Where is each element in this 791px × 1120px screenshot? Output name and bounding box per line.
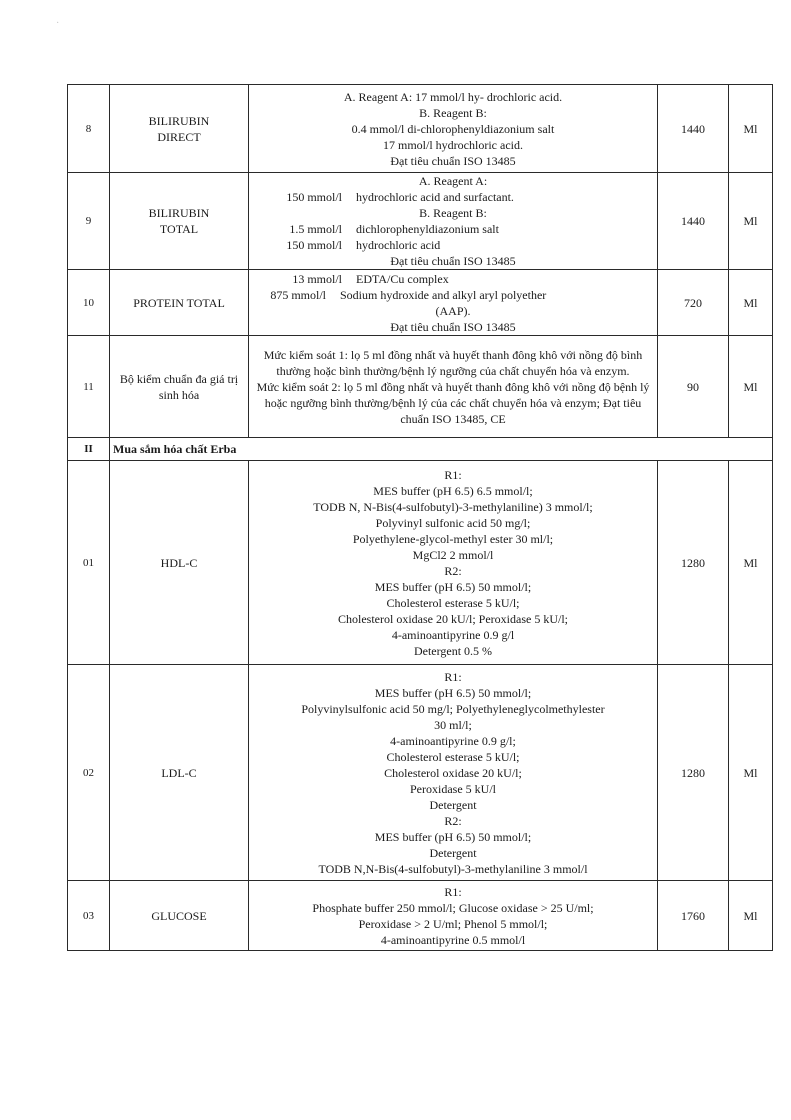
quantity: 1280 [658, 665, 729, 881]
table-row [68, 461, 773, 665]
unit: Ml [729, 336, 773, 438]
specification: R1: MES buffer (pH 6.5) 50 mmol/l; Polyvinylsulfonic acid 50 mg/l; Polyethyleneglycolmethylester 30 ml/l; 4-aminoantipyrine 0.9 g/l; Cholesterol esterase 5 kU/l; Cholesterol oxidase 20 kU/l; Peroxidase 5 kU/l Detergent R2: MES buffer (pH 6.5) 50 mmol/l; Detergent TODB N,N-Bis(4-sulfobutyl)-3-methylaniline 3 mmol/l [249, 665, 658, 881]
table-row [68, 173, 773, 270]
unit: Ml [729, 173, 773, 270]
section-number: II [68, 438, 110, 461]
table-row [68, 665, 773, 881]
quantity: 1280 [658, 461, 729, 665]
product-name: HDL-C [110, 461, 249, 665]
unit: Ml [729, 665, 773, 881]
row-number: 01 [68, 461, 110, 665]
specification: Mức kiểm soát 1: lọ 5 ml đồng nhất và huyết thanh đông khô với nồng độ bình thường hoặc bình thường/bệnh lý ngưỡng của chất chuyển hóa và enzym. Mức kiểm soát 2: lọ 5 ml đồng nhất và huyết thanh đông khô với nồng độ bệnh lý hoặc ngưỡng bình thường/bệnh lý của các chất chuyển hóa và enzym; Đạt tiêu chuẩn ISO 13485, CE [249, 336, 658, 438]
row-number: 02 [68, 665, 110, 881]
unit: Ml [729, 461, 773, 665]
table-row [68, 336, 773, 438]
specification: A. Reagent A: 17 mmol/l hy- drochloric acid. B. Reagent B: 0.4 mmol/l di-chlorophenyldiazonium salt 17 mmol/l hydrochloric acid. Đạt tiêu chuẩn ISO 13485 [249, 85, 658, 173]
quantity: 1760 [658, 881, 729, 951]
scan-speck: · [56, 18, 60, 29]
product-name: BILIRUBIN DIRECT [110, 85, 249, 173]
product-name: PROTEIN TOTAL [110, 270, 249, 336]
quantity: 720 [658, 270, 729, 336]
product-name: GLUCOSE [110, 881, 249, 951]
product-name: Bộ kiểm chuẩn đa giá trị sinh hóa [110, 336, 249, 438]
table-row [68, 85, 773, 173]
unit: Ml [729, 85, 773, 173]
product-name: BILIRUBIN TOTAL [110, 173, 249, 270]
row-number: 11 [68, 336, 110, 438]
row-number: 8 [68, 85, 110, 173]
unit: Ml [729, 881, 773, 951]
row-number: 10 [68, 270, 110, 336]
quantity: 90 [658, 336, 729, 438]
specification: R1: Phosphate buffer 250 mmol/l; Glucose oxidase > 25 U/ml; Peroxidase > 2 U/ml; Phenol 5 mmol/l; 4-aminoantipyrine 0.5 mmol/l [249, 881, 658, 951]
quantity: 1440 [658, 173, 729, 270]
row-number: 03 [68, 881, 110, 951]
table-row [68, 881, 773, 951]
product-name: LDL-C [110, 665, 249, 881]
specification: A. Reagent A: 150 mmol/l hydrochloric acid and surfactant. B. Reagent B: 1.5 mmol/l dichlorophenyldiazonium salt 150 mmol/l hydrochloric acid Đạt tiêu chuẩn ISO 13485 [249, 173, 658, 270]
table-row [68, 270, 773, 336]
specification: 13 mmol/l EDTA/Cu complex 875 mmol/l Sodium hydroxide and alkyl aryl polyether (AAP). Đạt tiêu chuẩn ISO 13485 [249, 270, 658, 336]
specification: R1: MES buffer (pH 6.5) 6.5 mmol/l; TODB N, N-Bis(4-sulfobutyl)-3-methylaniline) 3 mmol/l; Polyvinyl sulfonic acid 50 mg/l; Polyethylene-glycol-methyl ester 30 ml/l; MgCl2 2 mmol/l R2: MES buffer (pH 6.5) 50 mmol/l; Cholesterol esterase 5 kU/l; Cholesterol oxidase 20 kU/l; Peroxidase 5 kU/l; 4-aminoantipyrine 0.9 g/l Detergent 0.5 % [249, 461, 658, 665]
unit: Ml [729, 270, 773, 336]
reagent-table [67, 84, 773, 951]
row-number: 9 [68, 173, 110, 270]
quantity: 1440 [658, 85, 729, 173]
section-title: Mua sắm hóa chất Erba [110, 438, 773, 461]
section-header [68, 438, 773, 461]
